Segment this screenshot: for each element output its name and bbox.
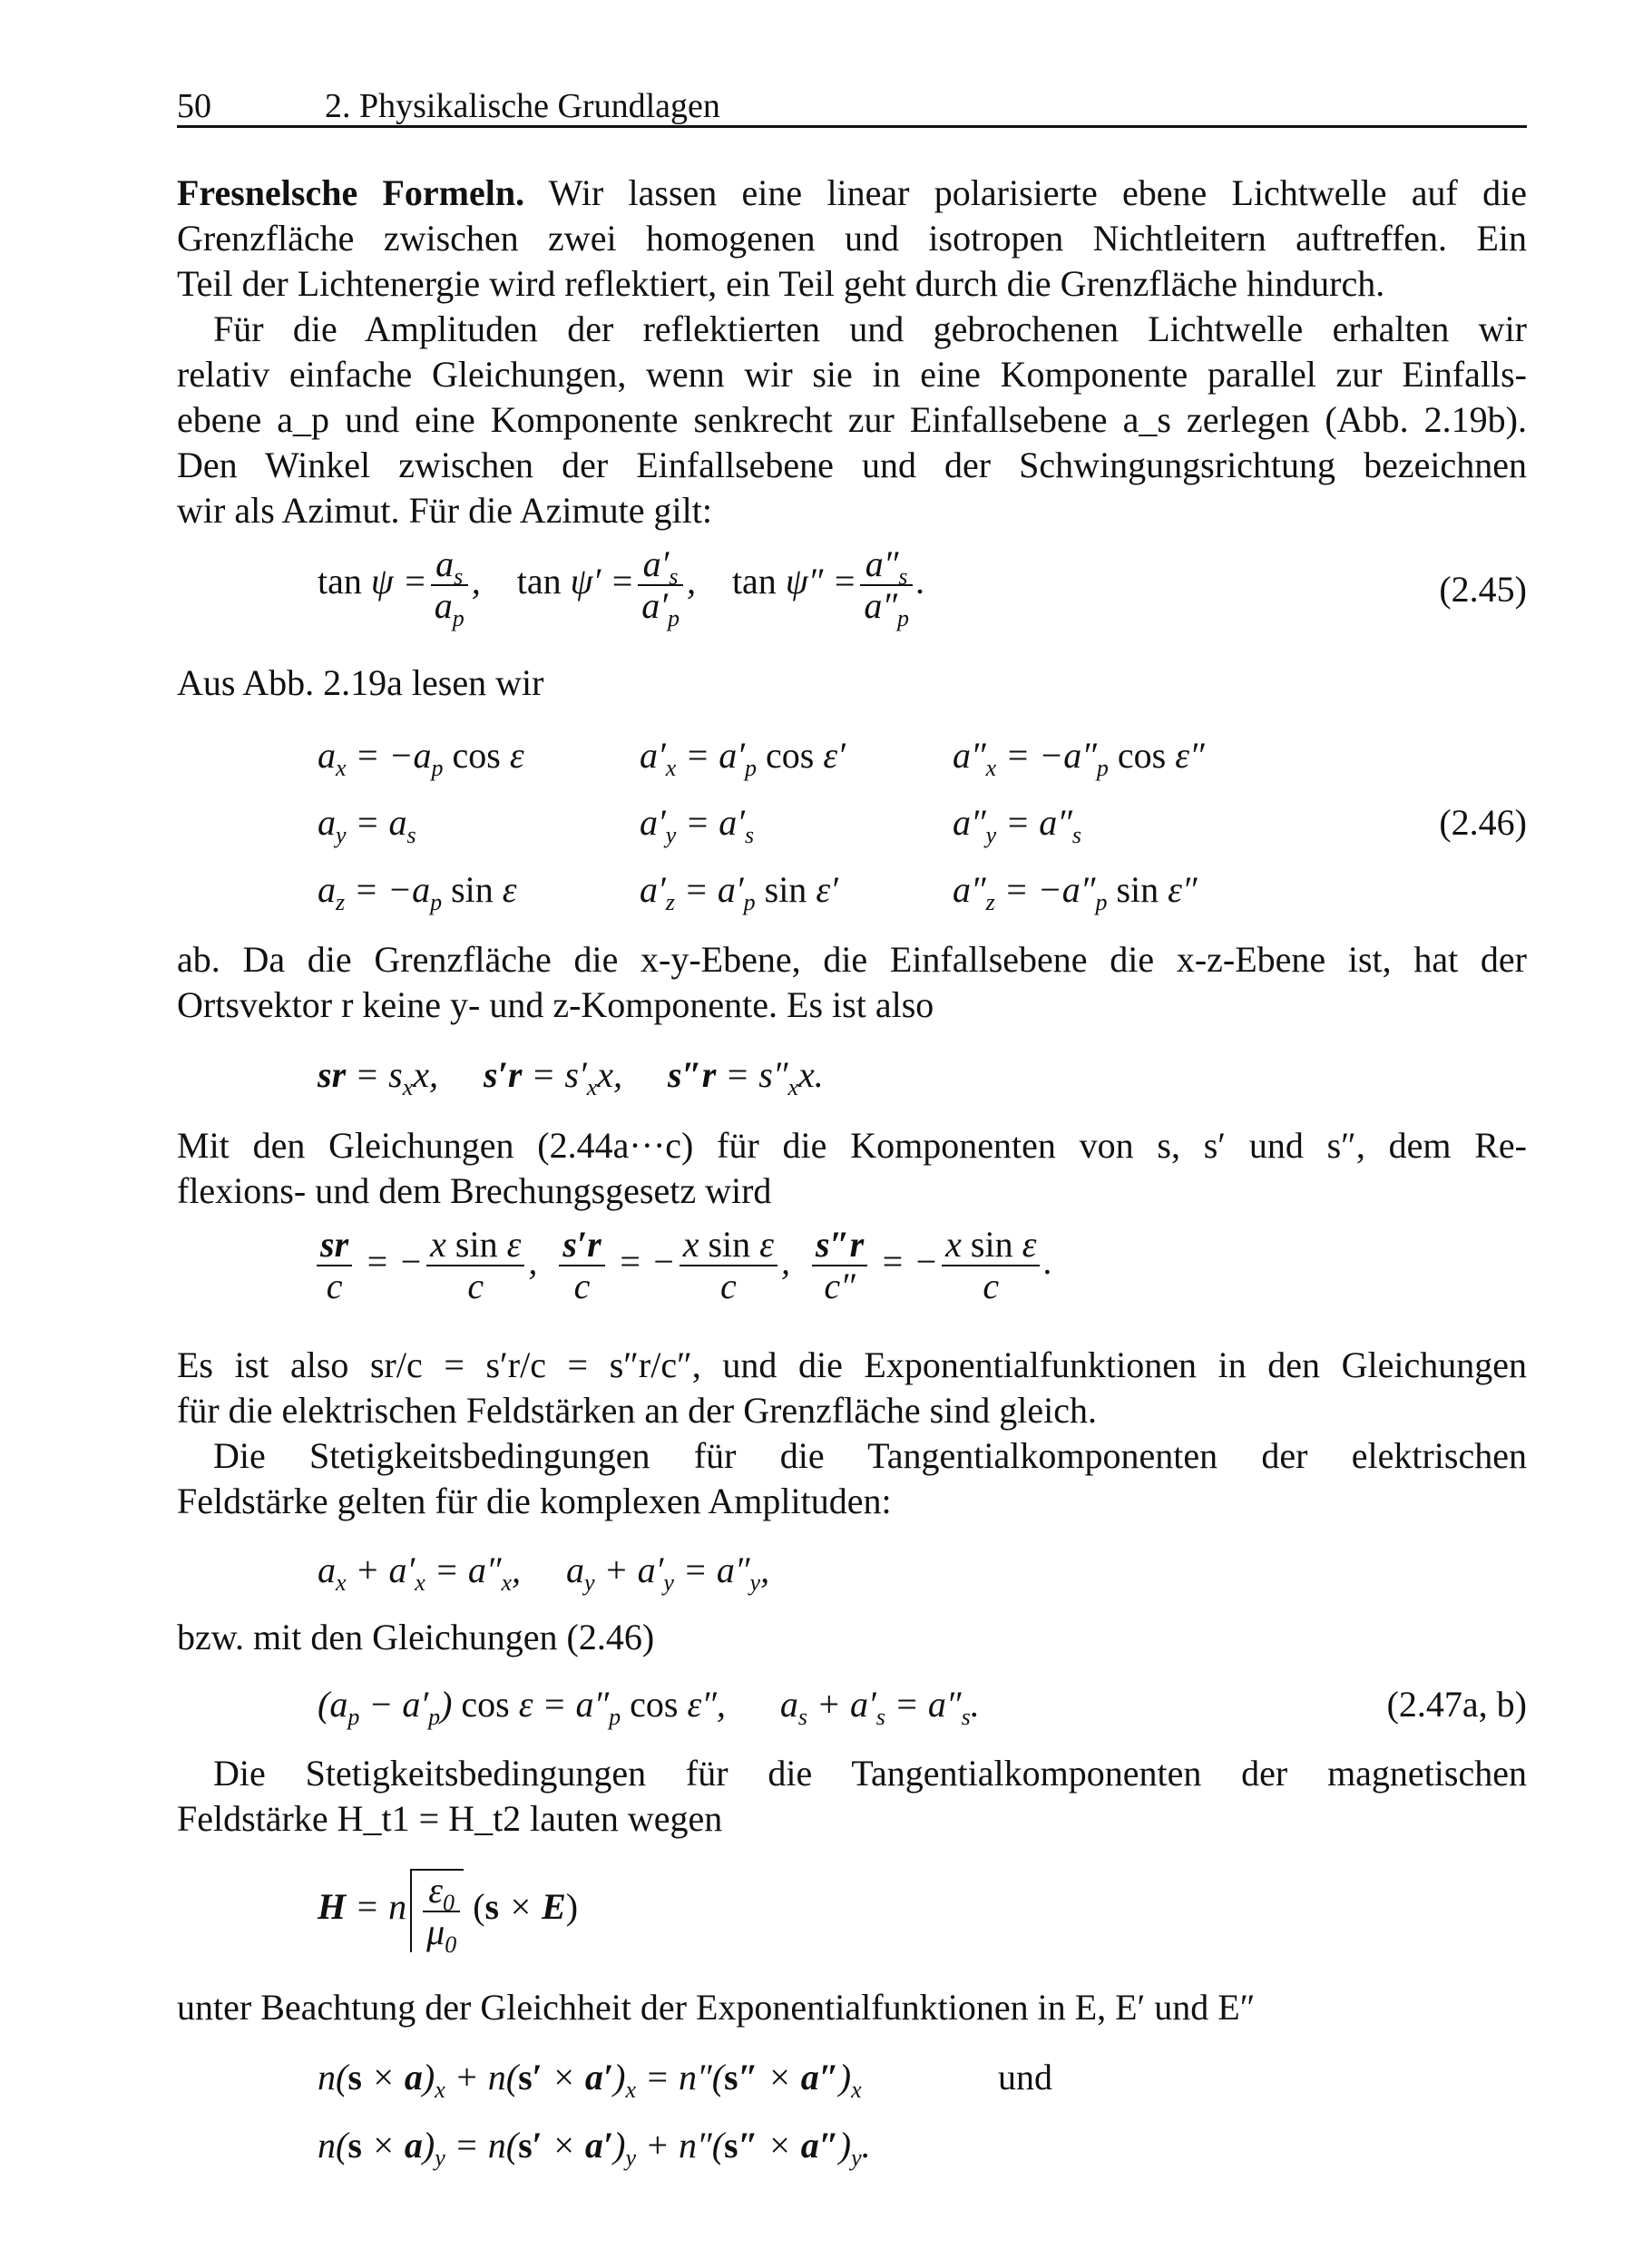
paragraph-exponential [177, 1343, 1527, 1433]
equation-h-field: H = n $\frac{\varepsilon_0}{\mu_0}$ (s × E) [318, 1870, 579, 1958]
equation-number: (2.45) [1439, 569, 1527, 610]
section-lead: Fresnelsche Formeln. [177, 172, 525, 213]
equation-sr-over-c: $\frac{sr}{c}$ = − $\frac{\text{x sin ε}}{c}$ , $\frac{s'r}{c}$ = − $\frac{\text{x sin ε}}{c}$ , $\frac{s''r}{c''}$ = − $\frac{\text{x sin ε}}{c}$ . [313, 1225, 1052, 1306]
text-line: Mit den Gleichungen (2.44a···c) für die Komponenten von s, s′ und s″, dem Re- [177, 1125, 1527, 1166]
equation-2-45: tan ψ = $\frac{a_s}{a_p}$ , tan ψ′ = $\frac{a'_s}{a'_p}$ , tan ψ″ = $\frac{a''_s}{a''_p}$ . [318, 543, 925, 631]
text-line: Den Winkel zwischen der Einfallsebene und der Schwingungsrichtung bezeichnen [177, 445, 1527, 485]
chapter-title: 2. Physikalische Grundlagen [325, 87, 720, 125]
paragraph-amplitudes [177, 307, 1527, 533]
conjunction-und: und [998, 2057, 1052, 2097]
book-page: 50 2. Physikalische Grundlagen Fresnelsche Formeln. Wir lassen eine linear polarisierte ebene Lichtwelle auf die Grenzfläche zwischen zwei homogenen und isotropen Nichtleitern auftreffen. Ein Teil der Lichtenergie wird reflektiert, ein Teil geht durch die Grenzfläche hindurch. Für die Amplituden der reflektierten und gebrochenen Lichtwelle erhalten wir relativ einfache Gleichungen, wenn wir sie in eine Komponente parallel zur Einfalls- ebene a_p und eine Komponente senkrecht zur Einfallsebene a_s zerlegen (Abb. 2.19b). Den Winkel zwischen der Einfallsebene und der Schwingungsrichtung bezeichnen wir als Azimut. Für die Azimute gilt: tan ψ = $\frac{a_s}{a_p}$ , tan ψ′ = $\frac{a'_s}{a'_p}$ , tan ψ″ = $\frac{a''_s}{a''_p}$ . (2.45) Aus Abb. 2.19a lesen wir $a_x = -a_p$ cos ε $a'_x = a'_p$ cos ε′ $a''_x = -a''_p$ cos ε″ $a_y = a_s$ $a'_y = a'_s$ $a''_y = a''_s$ $a_z = -a_p$ sin ε $a'_z = a'_p$ sin ε′ $a''_z = -a''_p$ sin ε″ (2.46) ab. Da die Grenzfläche die x-y-Ebene, die Einfallsebene die x-z-Ebene ist, hat der Ortsvektor r keine y- und z-Komponente. Es ist also sr = $s_xx$, $s'r = s'_xx$, $s''r = s''_xx$. Mit den Gleichungen (2.44a···c) für die Komponenten von s, s′ und s″, dem Re- flexions- und dem Brechungsgesetz wird $\frac{sr}{c}$ = − $\frac{\text{x sin ε}}{c}$ , $\frac{s'r}{c}$ = − $\frac{\text{x sin ε}}{c}$ , $\frac{s''r}{c''}$ = − $\frac{\text{x sin ε}}{c}$ . Es ist also sr/c = s′r/c = s″r/c″, und die Exponentialfunktionen in den Gleichungen für die elektrischen Feldstärken an der Grenzfläche sind gleich. Die Stetigkeitsbedingungen für die Tangentialkomponenten der elektrischen Feldstärke gelten für die komplexen Amplituden: $a_x + a'_x = a''_x$, $a_y + a'_y = a''_y$, bzw. mit den Gleichungen (2.46) $(a_p - a'_p)$ $\cos \varepsilon = a''_p$ cos ε″, $a_s + a'_s = a''_s$. (2.47a, b) Die Stetigkeitsbedingungen für die Tangentialkomponenten der magnetischen Feldstärke H_t1 = H_t2 lauten wegen H = n $\frac{\varepsilon_0}{\mu_0}$ (s × E) unter Beachtung der Gleichheit der Exponentialfunktionen in E, E′ und E″ $n(s \times a)_x + n(s' \times a')_x = n''(s'' \times a'')_x$ und $n(s \times a)_y = n(s' \times a')_y + n''(s'' \times a'')_y$. [0, 0, 1633, 2268]
equation-magnetic-y: $n(s \times a)_y = n(s' \times a')_y + n''(s'' \times a'')_y$. [318, 2125, 871, 2171]
text-line: ab. Da die Grenzfläche die x-y-Ebene, die Einfallsebene die x-z-Ebene ist, hat der [177, 939, 1527, 980]
text-line: flexions- und dem Brechungsgesetz wird [177, 1170, 772, 1211]
text-line: Feldstärke H_t1 = H_t2 lauten wegen [177, 1798, 723, 1839]
text-line: bzw. mit den Gleichungen (2.46) [177, 1617, 655, 1657]
page-number: 50 [177, 87, 211, 125]
text-line: relativ einfache Gleichungen, wenn wir sie in eine Komponente parallel zur Einfalls- [177, 354, 1527, 395]
paragraph-continuity-electric [177, 1433, 1527, 1524]
paragraph-components [177, 1123, 1527, 1214]
running-header [177, 80, 1527, 128]
equation-continuity-electric: $a_x + a'_x = a''_x$, $a_y + a'_y = a''_y$, [318, 1549, 770, 1596]
paragraph-with-equations [177, 1615, 1527, 1660]
paragraph-boundary-plane [177, 937, 1527, 1028]
equation-2-47: $(a_p - a'_p)$ $\cos \varepsilon = a''_p$ cos ε″, $a_s + a'_s = a''_s$. [318, 1684, 980, 1730]
equation-sr: sr = $s_xx$, $s'r = s'_xx$, $s''r = s''_xx$. [318, 1054, 824, 1100]
text-line: ebene a_p und eine Komponente senkrecht zur Einfallsebene a_s zerlegen (Abb. 2.19b). [177, 399, 1527, 440]
text-line: Ortsvektor r keine y- und z-Komponente. Es ist also [177, 984, 934, 1025]
text-line: Feldstärke gelten für die komplexen Amplituden: [177, 1481, 892, 1521]
equation-number: (2.47a, b) [1386, 1684, 1527, 1725]
paragraph-read-off [177, 660, 1527, 706]
text-line: Teil der Lichtenergie wird reflektiert, ein Teil geht durch die Grenzfläche hindurch. [177, 263, 1385, 304]
paragraph-continuity-magnetic [177, 1751, 1527, 1842]
paragraph-exponential-equality [177, 1985, 1527, 2030]
text-line: Aus Abb. 2.19a lesen wir [177, 662, 544, 703]
text-line: unter Beachtung der Gleichheit der Exponentialfunktionen in E, E′ und E″ [177, 1987, 1256, 2028]
text-line: Die Stetigkeitsbedingungen für die Tangentialkomponenten der magnetischen [213, 1753, 1527, 1794]
text-line: Es ist also sr/c = s′r/c = s″r/c″, und die Exponentialfunktionen in den Gleichungen [177, 1344, 1527, 1385]
text-line: für die elektrischen Feldstärken an der Grenzfläche sind gleich. [177, 1390, 1098, 1431]
paragraph-fresnel-intro [177, 171, 1527, 307]
text-line: wir als Azimut. Für die Azimute gilt: [177, 490, 712, 531]
text-line: Grenzfläche zwischen zwei homogenen und isotropen Nichtleitern auftreffen. Ein [177, 218, 1527, 259]
text-line: Die Stetigkeitsbedingungen für die Tangentialkomponenten der elektrischen [213, 1435, 1527, 1476]
equation-magnetic-x: $n(s \times a)_x + n(s' \times a')_x = n''(s'' \times a'')_x$ [318, 2057, 862, 2103]
text-line: Für die Amplituden der reflektierten und gebrochenen Lichtwelle erhalten wir [213, 308, 1527, 349]
text-line: Wir lassen eine linear polarisierte ebene Lichtwelle auf die [524, 172, 1528, 213]
equation-number: (2.46) [1439, 802, 1527, 843]
